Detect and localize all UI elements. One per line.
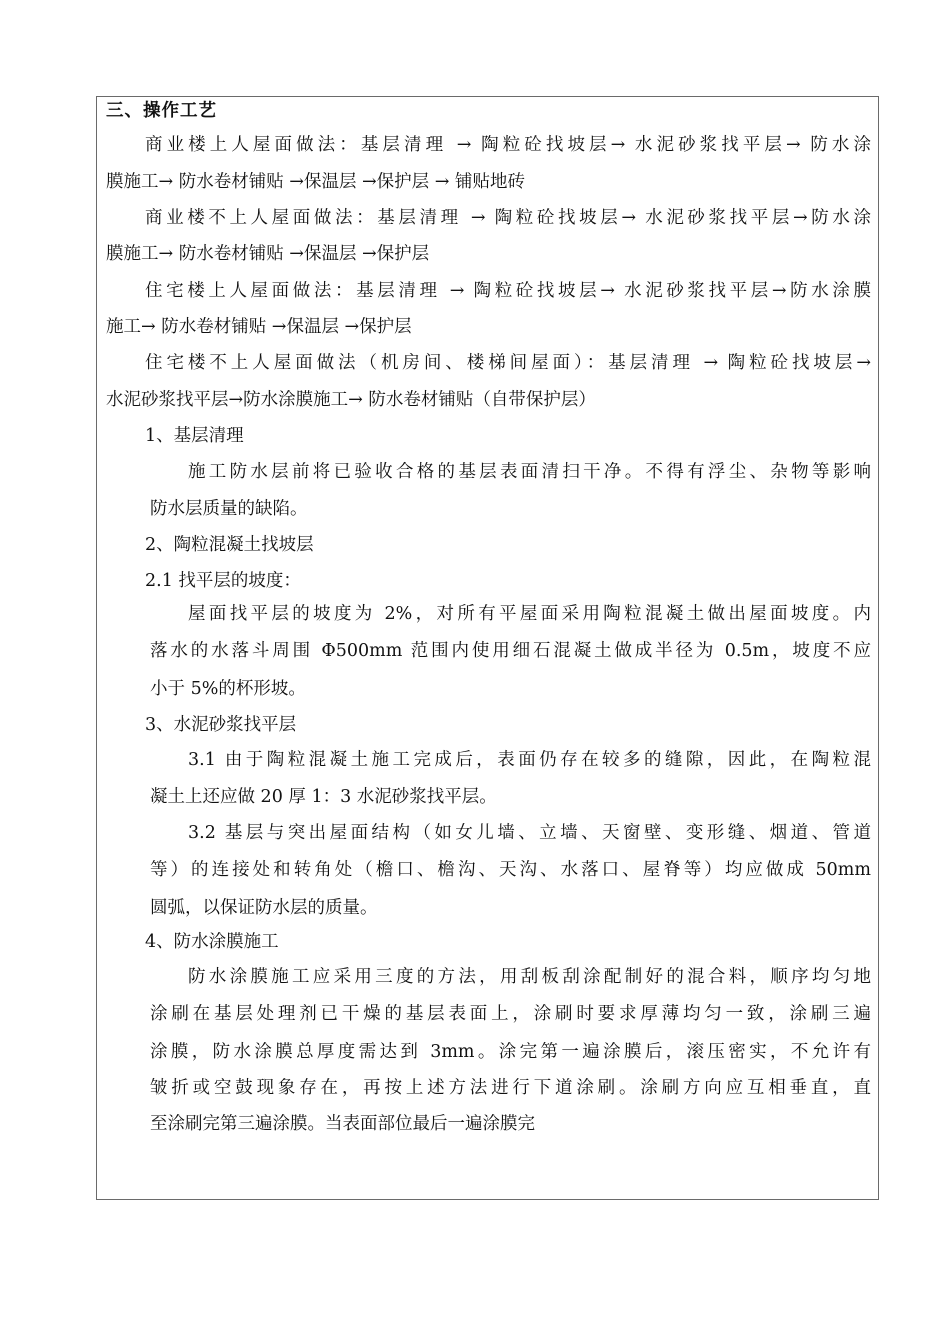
- section-title: 三、操作工艺: [106, 101, 217, 121]
- paragraph-line: 住宅楼不上人屋面做法（机房间、楼梯间屋面）：基层清理 → 陶粒砼找坡层→: [145, 353, 871, 373]
- subheading: 4、防水涂膜施工: [145, 932, 279, 952]
- paragraph-line: 至涂刷完第三遍涂膜。当表面部位最后一遍涂膜完: [150, 1114, 535, 1134]
- paragraph-line: 施工防水层前将已验收合格的基层表面清扫干净。不得有浮尘、杂物等影响: [188, 462, 871, 482]
- paragraph-line: 膜施工→ 防水卷材铺贴 →保温层 →保护层: [106, 244, 430, 264]
- paragraph-line: 等）的连接处和转角处（檐口、檐沟、天沟、水落口、屋脊等）均应做成 50mm: [150, 860, 871, 880]
- paragraph-line: 水泥砂浆找平层→防水涂膜施工→ 防水卷材铺贴（自带保护层）: [106, 390, 596, 410]
- subheading: 2.1 找平层的坡度：: [145, 571, 301, 591]
- paragraph-line: 防水层质量的缺陷。: [150, 499, 308, 519]
- paragraph-line: 商业楼上人屋面做法：基层清理 → 陶粒砼找坡层→ 水泥砂浆找平层→ 防水涂: [145, 135, 871, 155]
- subheading: 1、基层清理: [145, 426, 244, 446]
- paragraph-line: 圆弧，以保证防水层的质量。: [150, 898, 378, 918]
- paragraph-line: 商业楼不上人屋面做法：基层清理 → 陶粒砼找坡层→ 水泥砂浆找平层→防水涂: [145, 208, 871, 228]
- paragraph-line: 涂膜，防水涂膜总厚度需达到 3mm。涂完第一遍涂膜后，滚压密实，不允许有: [150, 1042, 871, 1062]
- paragraph-line: 落水的水落斗周围 Φ500mm 范围内使用细石混凝土做成半径为 0.5m，坡度不应: [150, 641, 871, 661]
- paragraph-line: 皱折或空鼓现象存在，再按上述方法进行下道涂刷。涂刷方向应互相垂直，直: [150, 1078, 871, 1098]
- paragraph-line: 防水涂膜施工应采用三度的方法，用刮板刮涂配制好的混合料，顺序均匀地: [188, 967, 871, 987]
- paragraph-line: 涂刷在基层处理剂已干燥的基层表面上，涂刷时要求厚薄均匀一致，涂刷三遍: [150, 1004, 871, 1024]
- paragraph-line: 屋面找平层的坡度为 2%，对所有平屋面采用陶粒混凝土做出屋面坡度。内: [188, 604, 871, 624]
- paragraph-line: 3.2 基层与突出屋面结构（如女儿墙、立墙、天窗壁、变形缝、烟道、管道: [188, 823, 871, 843]
- paragraph-line: 住宅楼上人屋面做法：基层清理 → 陶粒砼找坡层→ 水泥砂浆找平层→防水涂膜: [145, 281, 871, 301]
- paragraph-line: 膜施工→ 防水卷材铺贴 →保温层 →保护层 → 铺贴地砖: [106, 172, 525, 192]
- subheading: 3、水泥砂浆找平层: [145, 715, 297, 735]
- paragraph-line: 施工→ 防水卷材铺贴 →保温层 →保护层: [106, 317, 412, 337]
- paragraph-line: 小于 5%的杯形坡。: [150, 679, 306, 699]
- paragraph-line: 凝土上还应做 20 厚 1：3 水泥砂浆找平层。: [150, 787, 497, 807]
- subheading: 2、陶粒混凝土找坡层: [145, 535, 314, 555]
- paragraph-line: 3.1 由于陶粒混凝土施工完成后，表面仍存在较多的缝隙，因此，在陶粒混: [188, 750, 871, 770]
